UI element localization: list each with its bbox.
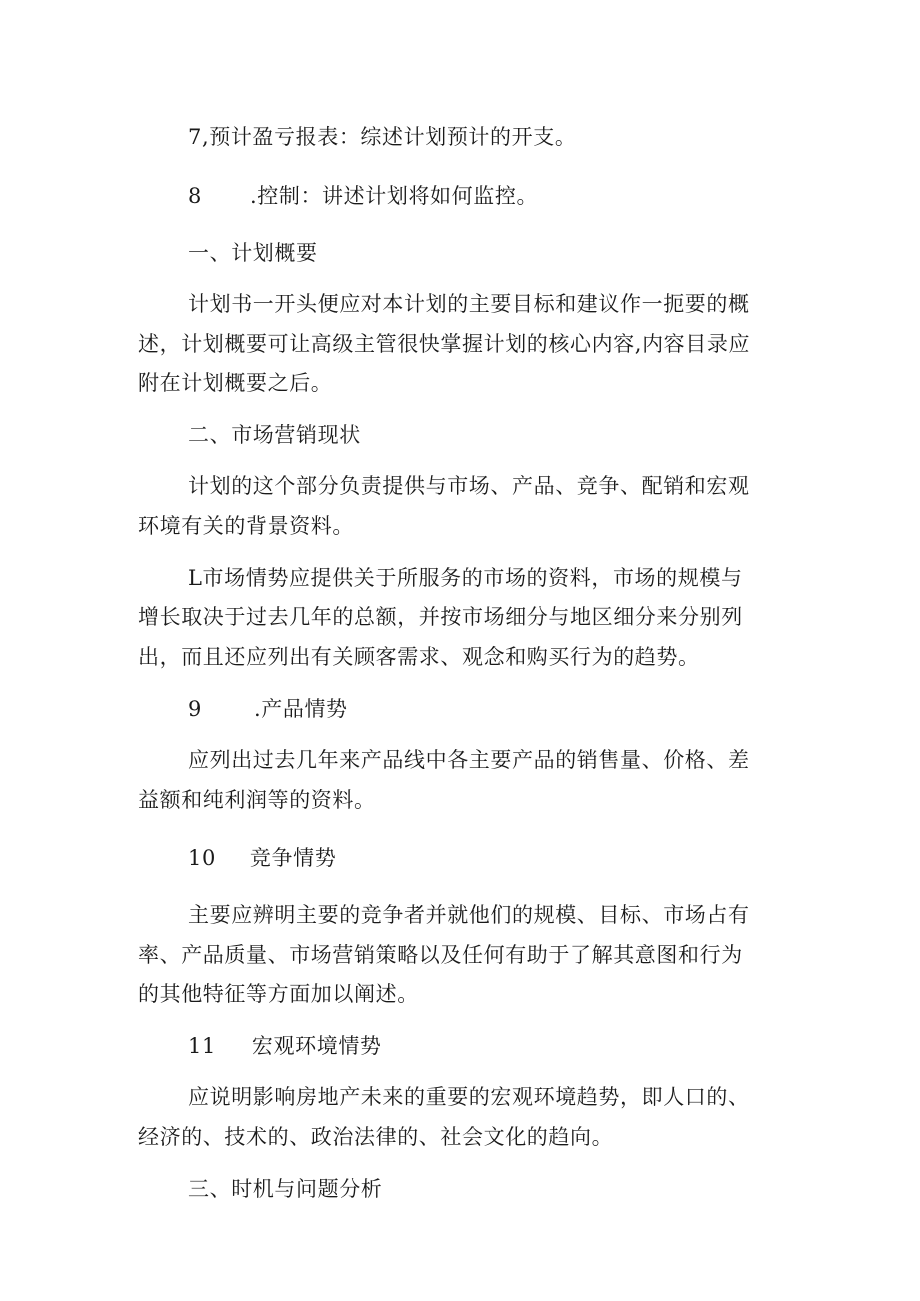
section-heading-3: 三、时机与问题分析 xyxy=(188,1177,383,1201)
paragraph-line: 主要应辨明主要的竞争者并就他们的规模、目标、市场占有 xyxy=(188,903,750,927)
list-item-text: .控制：讲述计划将如何监控。 xyxy=(249,184,539,208)
paragraph-line: 应列出过去几年来产品线中各主要产品的销售量、价格、差 xyxy=(188,748,750,772)
list-item-text: 宏观环境情势 xyxy=(251,1034,382,1058)
list-item-number: 8 xyxy=(188,184,202,208)
list-item-number: 11 xyxy=(188,1034,216,1058)
paragraph-line: 计划书一开头便应对本计划的主要目标和建议作一扼要的概 xyxy=(188,292,750,316)
list-item-10 xyxy=(188,843,336,873)
paragraph-line: 述，计划概要可让高级主管很快掌握计划的核心内容,内容目录应 xyxy=(138,332,751,356)
list-item-9 xyxy=(188,694,348,724)
paragraph-line: 的其他特征等方面加以阐述。 xyxy=(138,982,419,1006)
list-item-7: 7,预计盈亏报表：综述计划预计的开支。 xyxy=(188,125,577,149)
list-item-number: 9 xyxy=(188,697,202,721)
list-item-8 xyxy=(188,181,538,211)
list-item-text: 竞争情势 xyxy=(249,846,337,870)
paragraph-line: 出，而且还应列出有关顾客需求、观念和购买行为的趋势。 xyxy=(138,645,700,669)
paragraph-line: 率、产品质量、市场营销策略以及任何有助于了解其意图和行为 xyxy=(138,943,743,967)
paragraph-line: 附在计划概要之后。 xyxy=(138,371,333,395)
paragraph-line: 益额和纯利润等的资料。 xyxy=(138,788,376,812)
paragraph-line: 环境有关的背景资料。 xyxy=(138,514,354,538)
section-heading-1: 一、计划概要 xyxy=(188,241,318,265)
list-item-number: 10 xyxy=(188,846,216,870)
paragraph-line: 增长取决于过去几年的总额，并按市场细分与地区细分来分别列 xyxy=(138,605,743,629)
list-item-text: .产品情势 xyxy=(253,697,348,721)
paragraph-line: 应说明影响房地产未来的重要的宏观环境趋势，即人口的、 xyxy=(188,1085,750,1109)
paragraph-line: 计划的这个部分负责提供与市场、产品、竞争、配销和宏观 xyxy=(188,474,750,498)
paragraph-line: 经济的、技术的、政治法律的、社会文化的趋向。 xyxy=(138,1125,614,1149)
paragraph-line: L市场情势应提供关于所服务的市场的资料，市场的规模与 xyxy=(188,566,743,590)
list-item-11 xyxy=(188,1031,382,1061)
section-heading-2: 二、市场营销现状 xyxy=(188,423,361,447)
